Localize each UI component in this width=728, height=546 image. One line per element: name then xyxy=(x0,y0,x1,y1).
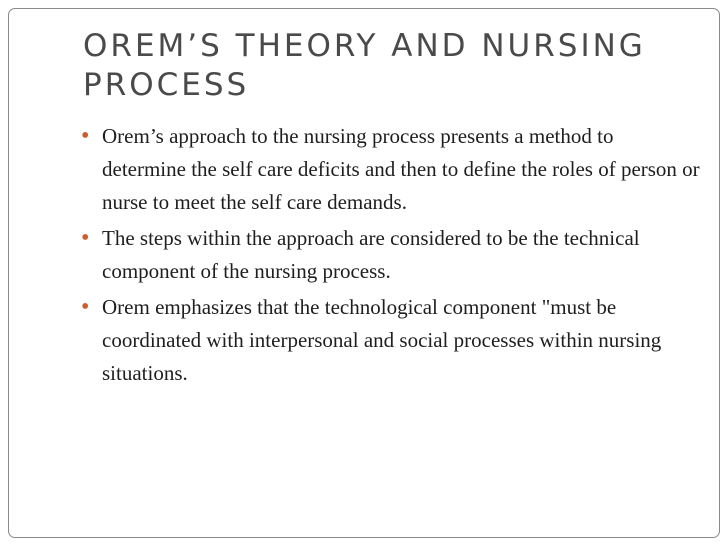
bullet-text: Orem’s approach to the nursing process presents a method to determine the self care deficits and then to define the roles of person or nurse to meet the self care demands. xyxy=(102,124,700,214)
list-item xyxy=(80,120,700,219)
bullet-list xyxy=(80,120,700,393)
bullet-icon: • xyxy=(81,225,90,251)
bullet-icon: • xyxy=(81,123,90,149)
list-item xyxy=(80,222,700,288)
bullet-text: Orem emphasizes that the technological component "must be coordinated with interpersonal and social processes within nursing situations. xyxy=(102,295,662,385)
bullet-text: The steps within the approach are considered to be the technical component of the nursing process. xyxy=(102,226,640,283)
list-item xyxy=(80,291,700,390)
bullet-icon: • xyxy=(81,294,90,320)
slide-title: OREM’S THEORY AND NURSING PROCESS xyxy=(83,28,646,103)
